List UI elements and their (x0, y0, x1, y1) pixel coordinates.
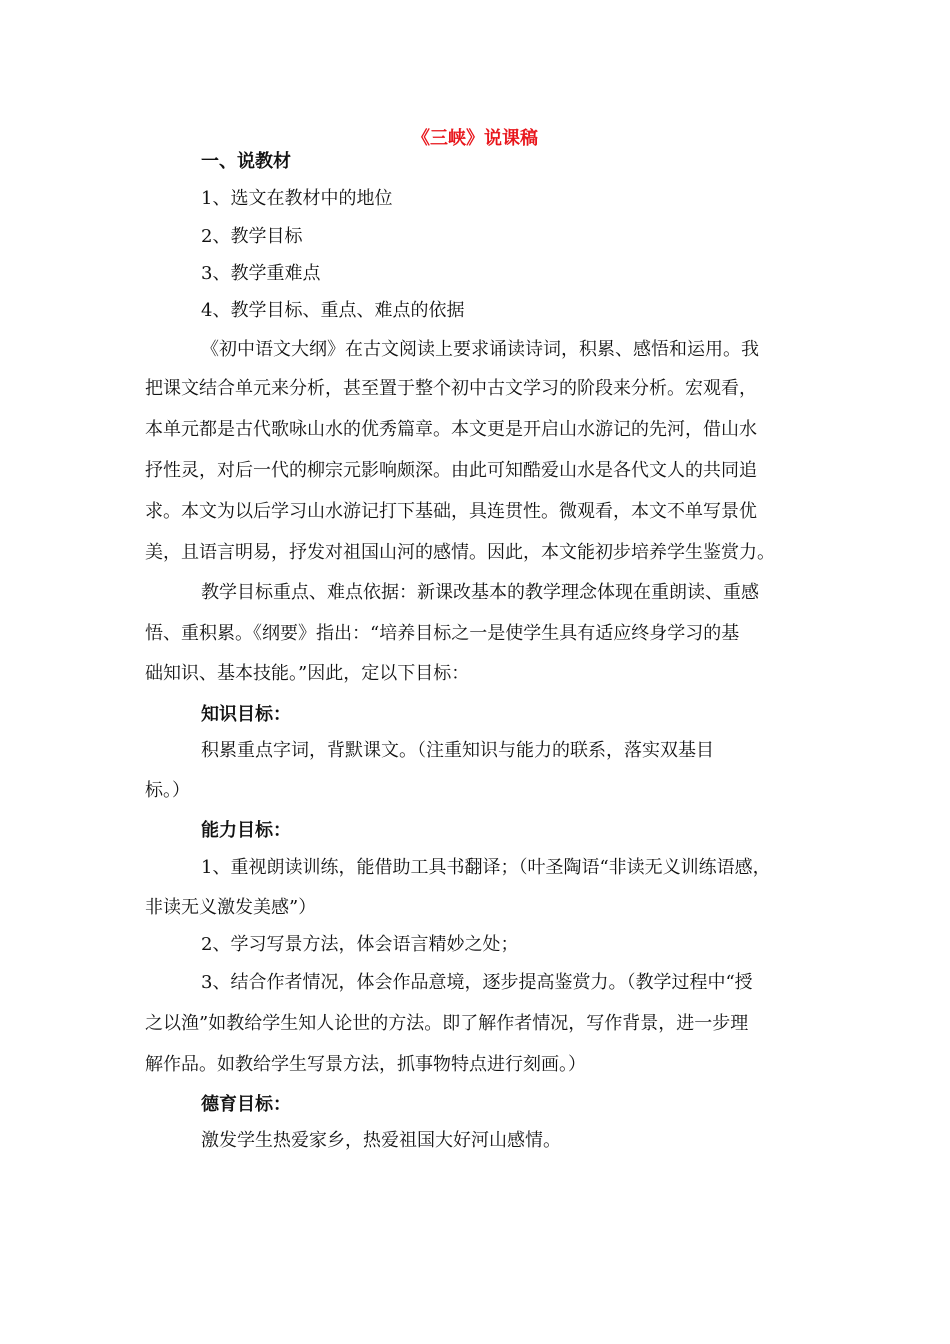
list-item: 1、选文在教材中的地位 (201, 188, 393, 209)
paragraph-line: 本单元都是古代歌咏山水的优秀篇章。本文更是开启山水游记的先河，借山水 (145, 419, 757, 440)
paragraph-line: 标。） (145, 780, 190, 801)
paragraph-line: 积累重点字词，背默课文。（注重知识与能力的联系，落实双基目 (201, 740, 714, 761)
paragraph-line: 非读无义激发美感”） (145, 897, 317, 918)
paragraph-line: 美，且语言明易，抒发对祖国山河的感情。因此，本文能初步培养学生鉴赏力。 (145, 542, 775, 563)
paragraph-line: 激发学生热爱家乡，热爱祖国大好河山感情。 (201, 1130, 561, 1151)
paragraph-line: 3、结合作者情况，体会作品意境，逐步提高鉴赏力。（教学过程中“授 (201, 972, 753, 993)
paragraph-line: 之以渔”如教给学生知人论世的方法。即了解作者情况，写作背景，进一步理 (145, 1013, 749, 1034)
section-heading-teaching-material: 一、说教材 (201, 151, 291, 172)
paragraph-line: 1、重视朗读训练，能借助工具书翻译；（叶圣陶语“非读无义训练语感， (201, 857, 771, 878)
paragraph-line: 抒性灵，对后一代的柳宗元影响颇深。由此可知酷爱山水是各代文人的共同追 (145, 460, 757, 481)
moral-goal-heading: 德育目标： (201, 1094, 291, 1115)
paragraph-line: 求。本文为以后学习山水游记打下基础，具连贯性。微观看，本文不单写景优 (145, 501, 757, 522)
list-item: 2、教学目标 (201, 226, 303, 247)
paragraph-line: 《初中语文大纲》在古文阅读上要求诵读诗词，积累、感悟和运用。我 (201, 339, 759, 360)
knowledge-goal-heading: 知识目标： (201, 704, 291, 725)
paragraph-line: 把课文结合单元来分析，甚至置于整个初中古文学习的阶段来分析。宏观看， (145, 378, 757, 399)
ability-goal-heading: 能力目标： (201, 820, 291, 841)
paragraph-line: 解作品。如教给学生写景方法，抓事物特点进行刻画。） (145, 1054, 586, 1075)
document-title: 《三峡》说课稿 (412, 128, 538, 149)
paragraph-line: 础知识、基本技能。”因此，定以下目标： (145, 663, 470, 684)
paragraph-line: 悟、重积累。《纲要》指出：“培养目标之一是使学生具有适应终身学习的基 (145, 623, 740, 644)
list-item: 3、教学重难点 (201, 263, 321, 284)
list-item: 4、教学目标、重点、难点的依据 (201, 300, 465, 321)
paragraph-line: 2、学习写景方法，体会语言精妙之处； (201, 934, 519, 955)
paragraph-line: 教学目标重点、难点依据：新课改基本的教学理念体现在重朗读、重感 (201, 582, 759, 603)
